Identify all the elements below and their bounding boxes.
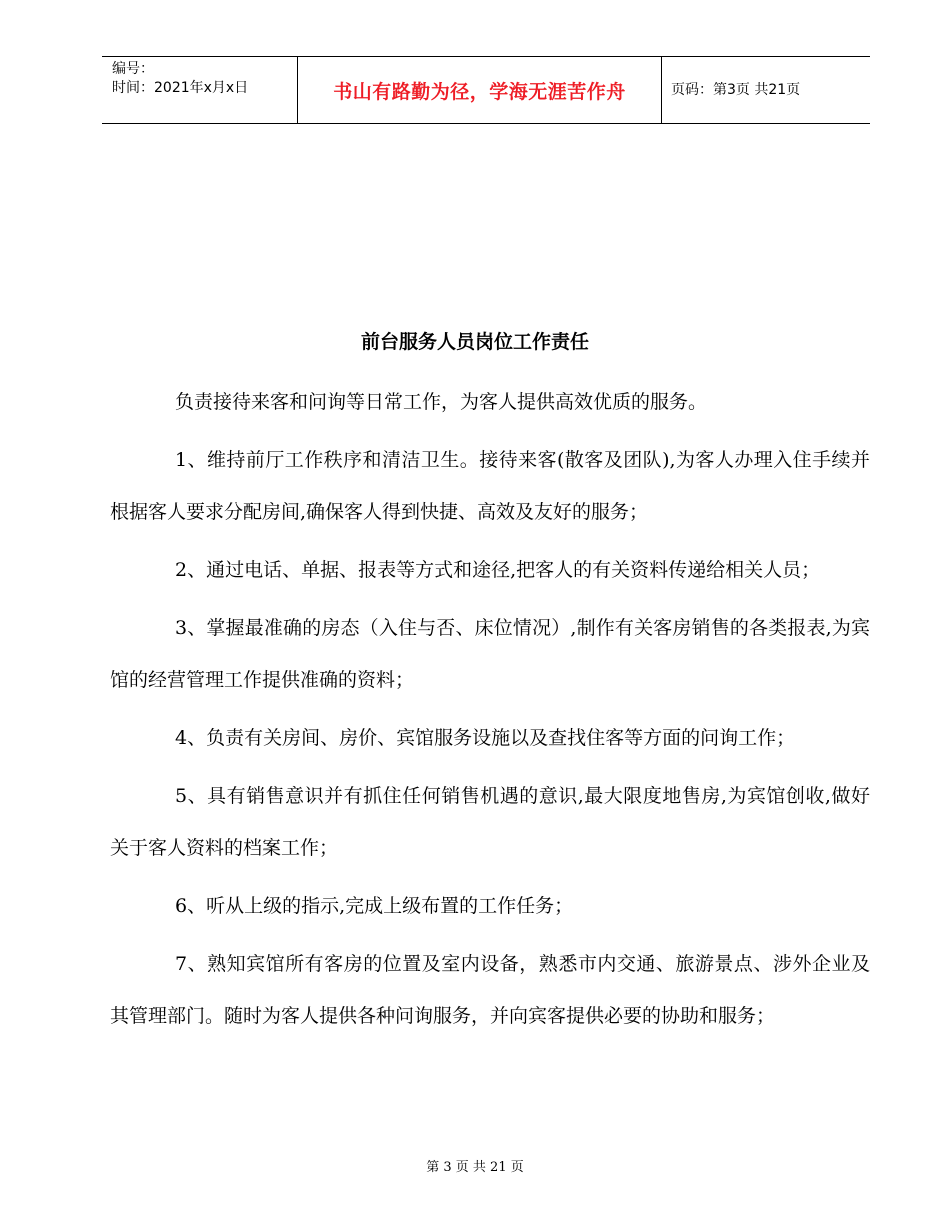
date-label: 时间：2021年x月x日: [112, 80, 249, 96]
document-title: 前台服务人员岗位工作责任: [360, 331, 589, 353]
duty-item-2: 2、通过电话、单据、报表等方式和途径,把客人的有关资料传递给相关人员；: [175, 559, 821, 581]
duty-item-7: 7、熟知宾馆所有客房的位置及室内设备，熟悉市内交通、旅游景点、涉外企业及其管理部门。随时为客人提供各种问询服务，并向宾客提供必要的协助和服务；: [110, 953, 870, 1027]
header-motto-cell: [298, 57, 662, 123]
intro-paragraph: 负责接待来客和问询等日常工作，为客人提供高效优质的服务。: [175, 391, 708, 413]
document-body: [110, 376, 870, 1048]
page-header: [102, 56, 870, 124]
serial-number-label: 编号：: [112, 61, 154, 77]
header-info-cell: [102, 57, 298, 123]
duty-item-6: 6、听从上级的指示,完成上级布置的工作任务；: [175, 895, 574, 917]
motto-text: 书山有路勤为径，学海无涯苦作舟: [333, 80, 626, 103]
duty-item-1: 1、维持前厅工作秩序和清洁卫生。接待来客(散客及团队),为客人办理入住手续并根据客人要求分配房间,确保客人得到快捷、高效及友好的服务；: [110, 449, 870, 523]
duty-item-5: 5、具有销售意识并有抓住任何销售机遇的意识,最大限度地售房,为宾馆创收,做好关于客人资料的档案工作；: [110, 785, 870, 859]
page-footer: 第 3 页 共 21 页: [426, 1160, 524, 1175]
header-page-number: 页码：第3页 共21页: [671, 82, 801, 98]
header-page-cell: [662, 57, 870, 123]
duty-item-4: 4、负责有关房间、房价、宾馆服务设施以及查找住客等方面的问询工作；: [175, 727, 796, 749]
duty-item-3: 3、掌握最准确的房态（入住与否、床位情况）,制作有关客房销售的各类报表,为宾馆的经营管理工作提供准确的资料；: [110, 617, 870, 691]
